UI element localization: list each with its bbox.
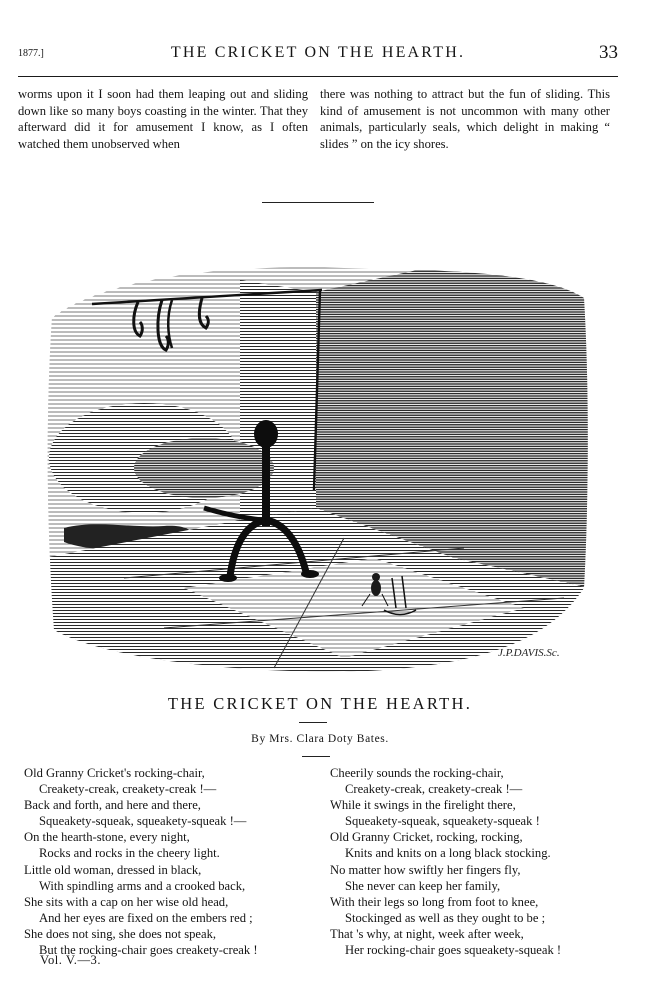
volume-signature: Vol. V.—3. (40, 953, 101, 967)
poem-line: Back and forth, and here and there, (24, 798, 201, 813)
title-rule (299, 722, 327, 723)
poem-line: Squeakety-squeak, squeakety-squeak ! (345, 814, 540, 829)
poem-line: Old Granny Cricket's rocking-chair, (24, 766, 205, 780)
poem-line: Squeakety-squeak, squeakety-squeak !— (39, 814, 247, 829)
poem-line: Knits and knits on a long black stocking. (345, 846, 551, 861)
section-separator (262, 202, 374, 203)
intro-paragraph-left: worms upon it I soon had them leaping out and sliding down like so many boys coasting in the winter. That they afterward did it for amusement I know, as I often watched them unobserved when (18, 87, 308, 151)
poem-byline: By Mrs. Clara Doty Bates. (251, 733, 389, 745)
poem-line: While it swings in the firelight there, (330, 798, 516, 813)
hearth-illustration (44, 258, 590, 678)
header-rule (18, 76, 618, 77)
byline-rule (302, 756, 330, 757)
poem-line: Cheerily sounds the rocking-chair, (330, 766, 504, 780)
poem-line: With their legs so long from foot to knee, (330, 894, 539, 909)
poem-line: She sits with a cap on her wise old head, (24, 894, 229, 909)
issue-date: 1877.] (18, 48, 44, 59)
poem-line: Creakety-creak, creakety-creak !— (39, 782, 217, 797)
intro-column-right (320, 86, 610, 152)
engraver-signature: J.P.DAVIS.Sc. (498, 647, 560, 659)
poem-line: She never can keep her family, (345, 878, 501, 893)
intro-column-left (18, 86, 308, 152)
poem-line: Stockinged as well as they ought to be ; (345, 910, 546, 925)
poem-title: THE CRICKET ON THE HEARTH. (167, 694, 473, 713)
poem-line: But the rocking-chair goes creakety-creak ! (39, 943, 258, 958)
running-head-title: THE CRICKET ON THE HEARTH. (170, 44, 466, 61)
poem-line: She does not sing, she does not speak, (24, 926, 217, 941)
poem-line: On the hearth-stone, every night, (24, 830, 190, 845)
running-head (18, 44, 618, 66)
poem-line: Her rocking-chair goes squeakety-squeak ! (345, 943, 562, 958)
poem-line: That 's why, at night, week after week, (330, 926, 524, 941)
poem-stanza-right (330, 765, 620, 958)
poem-line: No matter how swiftly her fingers fly, (330, 862, 521, 877)
poem-line: Little old woman, dressed in black, (24, 862, 202, 877)
page-number: 33 (599, 42, 618, 63)
poem-line: And her eyes are fixed on the embers red ; (39, 910, 253, 925)
intro-paragraph-right: there was nothing to attract but the fun of sliding. This kind of amusement is not uncommon with many other animals, particularly seals, which delight in making “ slides ” on the icy shores. (320, 87, 610, 151)
poem-line: Old Granny Cricket, rocking, rocking, (330, 830, 523, 845)
poem-line: With spindling arms and a crooked back, (39, 878, 246, 893)
poem-stanza-left (24, 765, 324, 958)
poem-line: Rocks and rocks in the cheery light. (39, 846, 220, 861)
poem-line: Creakety-creak, creakety-creak !— (345, 782, 523, 797)
